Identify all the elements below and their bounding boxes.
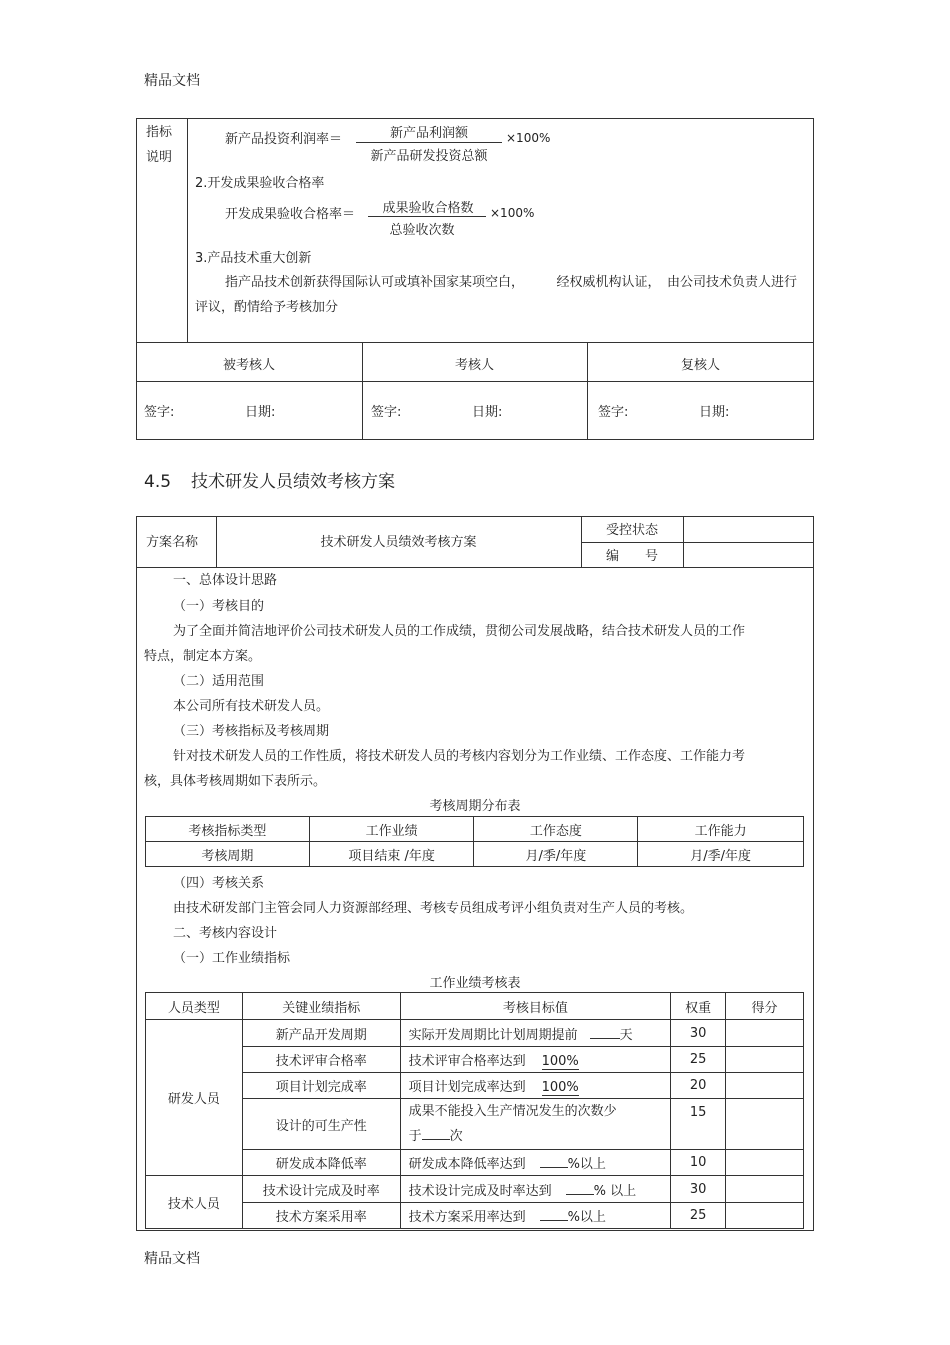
- table-cell: 月/季/年度: [638, 842, 804, 867]
- table-row: [146, 1176, 804, 1203]
- table-cell: 工作业绩: [309, 817, 474, 842]
- sign-label: 签字:: [598, 405, 629, 420]
- plan-name-value: 技术研发人员绩效考核方案: [320, 535, 477, 550]
- weight-cell: 30: [671, 1020, 726, 1047]
- column-header: 考核目标值: [400, 993, 671, 1020]
- paragraph-relationship: 由技术研发部门主管会同人力资源部经理、考核专员组成考评小组负责对生产人员的考核。: [173, 901, 694, 916]
- formula-numerator: 新产品利润额: [389, 126, 468, 141]
- kpi-cell: 项目计划完成率: [242, 1073, 400, 1099]
- table-row: [146, 1150, 804, 1176]
- role-appraiser: 考核人: [454, 358, 494, 373]
- table-row: [146, 1047, 804, 1073]
- subsection-indicators: （三）考核指标及考核周期: [173, 724, 330, 739]
- target-cell: 实际开发周期比计划周期提前 天: [400, 1020, 671, 1047]
- sign-label: 签字:: [144, 405, 175, 420]
- kpi-cell: 新产品开发周期: [242, 1020, 400, 1047]
- formula-denominator: 新产品研发投资总额: [370, 149, 488, 164]
- item-2-title: 2.开发成果验收合格率: [195, 176, 325, 191]
- section-2-title: 二、考核内容设计: [173, 926, 278, 941]
- score-cell[interactable]: [726, 1073, 804, 1099]
- score-cell[interactable]: [726, 1047, 804, 1073]
- page-footer-text: 精品文档: [144, 1251, 200, 1267]
- paragraph-scope: 本公司所有技术研发人员。: [173, 699, 330, 714]
- paragraph-indicators: 针对技术研发人员的工作性质，将技术研发人员的考核内容划分为工作业绩、工作态度、工作能力考: [173, 749, 746, 764]
- score-cell[interactable]: [726, 1150, 804, 1176]
- paragraph-purpose-cont: 特点，制定本方案。: [144, 649, 262, 664]
- weight-cell: 25: [671, 1203, 726, 1229]
- score-cell[interactable]: [726, 1020, 804, 1047]
- section-heading: [144, 467, 395, 492]
- table-cell: 工作态度: [474, 817, 638, 842]
- role-appraisee: 被考核人: [222, 358, 275, 373]
- column-header: 关键业绩指标: [242, 993, 400, 1020]
- weight-cell: 25: [671, 1047, 726, 1073]
- page-header-text: 精品文档: [144, 73, 200, 89]
- section-number: 4.5: [144, 472, 172, 492]
- performance-table: [145, 992, 804, 1229]
- target-cell: 研发成本降低率达到 %以上: [400, 1150, 671, 1176]
- kpi-cell: 研发成本降低率: [242, 1150, 400, 1176]
- score-cell[interactable]: [726, 1176, 804, 1203]
- column-header: 得分: [726, 993, 804, 1020]
- paragraph-purpose: 为了全面并简洁地评价公司技术研发人员的工作成绩，贯彻公司发展战略，结合技术研发人员的工作: [173, 624, 746, 639]
- paragraph-indicators-cont: 核，具体考核周期如下表所示。: [144, 774, 327, 789]
- table-row: [146, 817, 804, 842]
- document-number-label: 编 号: [606, 549, 659, 564]
- section-title: 技术研发人员绩效考核方案: [191, 472, 396, 492]
- kpi-cell: 技术评审合格率: [242, 1047, 400, 1073]
- kpi-cell: 技术设计完成及时率: [242, 1176, 400, 1203]
- item-3-title: 3.产品技术重大创新: [195, 251, 312, 266]
- plan-name-label: 方案名称: [146, 535, 199, 550]
- target-cell: 项目计划完成率达到 100%: [400, 1073, 671, 1099]
- subsection-relationship: （四）考核关系: [173, 876, 265, 891]
- subsection-performance: （一）工作业绩指标: [173, 951, 291, 966]
- column-header: 权重: [671, 993, 726, 1020]
- table-row: [146, 1020, 804, 1047]
- date-label: 日期:: [472, 405, 503, 420]
- target-cell: 技术评审合格率达到 100%: [400, 1047, 671, 1073]
- table-row: [146, 842, 804, 867]
- weight-cell: 15: [671, 1099, 726, 1150]
- formula-numerator: 成果验收合格数: [382, 201, 474, 216]
- score-cell[interactable]: [726, 1203, 804, 1229]
- date-label: 日期:: [699, 405, 730, 420]
- cycle-table-caption: 考核周期分布表: [429, 799, 521, 814]
- score-cell[interactable]: [726, 1099, 804, 1150]
- column-header: 人员类型: [146, 993, 243, 1020]
- kpi-cell: 设计的可生产性: [242, 1099, 400, 1150]
- table-row: [146, 1099, 804, 1150]
- role-reviewer: 复核人: [680, 358, 720, 373]
- control-status-label: 受控状态: [606, 523, 659, 538]
- perf-table-caption: 工作业绩考核表: [429, 976, 521, 991]
- table-cell: 考核指标类型: [146, 817, 310, 842]
- group-cell-tech: 技术人员: [146, 1176, 243, 1229]
- table-cell: 项目结束 /年度: [309, 842, 474, 867]
- table-row: [146, 1073, 804, 1099]
- kpi-cell: 技术方案采用率: [242, 1203, 400, 1229]
- section-1-title: 一、总体设计思路: [173, 573, 278, 588]
- table-cell: 工作能力: [638, 817, 804, 842]
- target-cell: 成果不能投入生产情况发生的次数少 于 次: [400, 1099, 671, 1150]
- cycle-table: [145, 816, 804, 867]
- item-3-text: 指产品技术创新获得国际认可或填补国家某项空白， 经权威机构认证， 由公司技术负责人进行: [225, 275, 798, 290]
- weight-cell: 10: [671, 1150, 726, 1176]
- subsection-scope: （二）适用范围: [173, 674, 265, 689]
- weight-cell: 30: [671, 1176, 726, 1203]
- group-cell-rd: 研发人员: [146, 1020, 243, 1176]
- indicator-label: 指标说明: [146, 125, 173, 165]
- date-label: 日期:: [245, 405, 276, 420]
- subsection-purpose: （一）考核目的: [173, 599, 265, 614]
- table-row: [146, 1203, 804, 1229]
- item-3-text-cont: 评议，酌情给予考核加分: [195, 300, 339, 315]
- table-cell: 考核周期: [146, 842, 310, 867]
- target-cell: 技术方案采用率达到 %以上: [400, 1203, 671, 1229]
- table-cell: 月/季/年度: [474, 842, 638, 867]
- weight-cell: 20: [671, 1073, 726, 1099]
- formula-denominator: 总验收次数: [389, 223, 455, 238]
- target-cell: 技术设计完成及时率达到 % 以上: [400, 1176, 671, 1203]
- table-header-row: [146, 993, 804, 1020]
- sign-label: 签字:: [371, 405, 402, 420]
